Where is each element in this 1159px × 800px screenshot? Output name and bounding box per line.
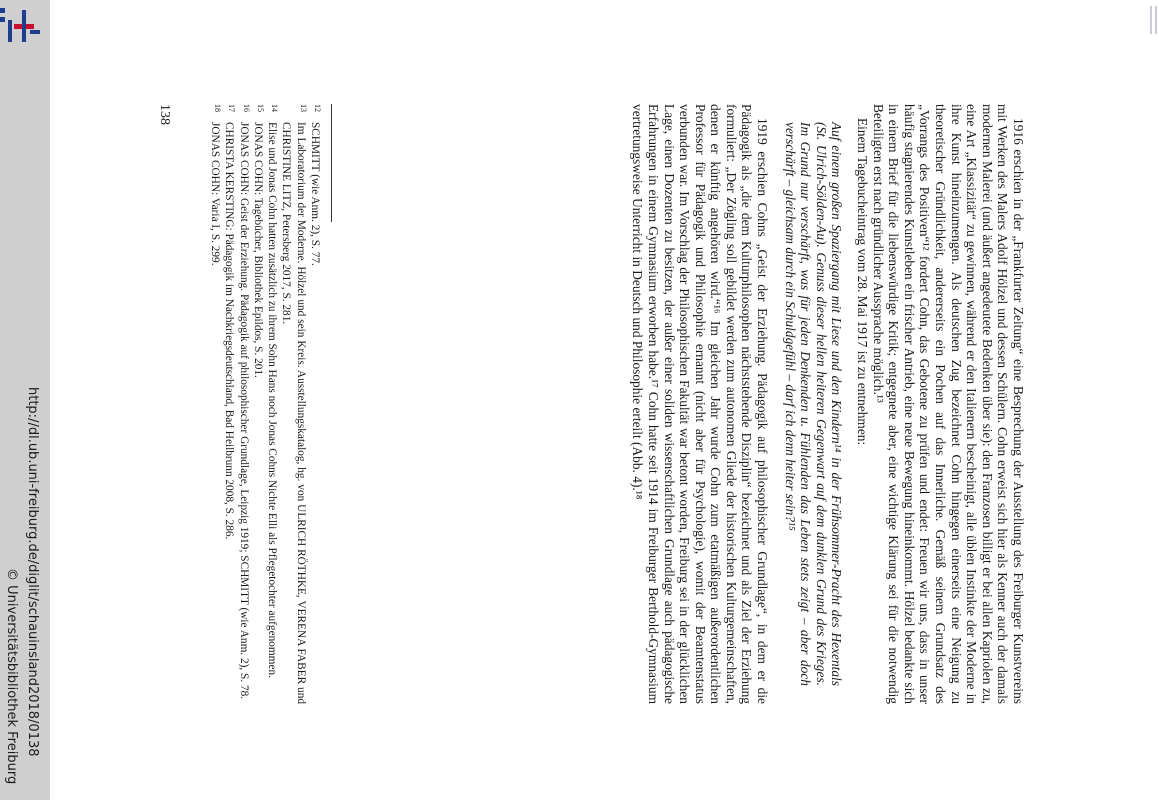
paragraph-1: 1916 erschien in der „Frankfurter Zeitung“ eine Besprechung der Ausstellung des Freiburger Kunstvereins mit Werken des Malers Adolf Hölzel und dessen Schülern. Cohn erweist sich hier als Kenner auch der damals modernen Malerei (und äußert angedeutete Bedenken über sie): den Franzosen billigt er bei allen Kapriolen zu, eine Art „Klassizität“ zu gewinnen, während er den Italienern bescheinigt, alle üblen Instinkte der Moderne in ihre Kunst hineinzumengen. Als deutschen Zug bezeichnet Cohn hingegen einerseits eine Neigung zu theoretischer Gründlichkeit, andererseits ein Pochen auf das Innerliche. Gemäß seinem Grundsatz des „Vorrangs des Positiven“¹² fordert Cohn, das Gebotene zu prüfen und endet: Freuen wir uns, dass in unser häufig stagnierendes Kunstleben ein frischer Antrieb, eine neue Bewegung hineinkommt. Hölzel bedankte sich in einem Brief für die liebenswürdige Kritik; entgegnete aber, eine wichtige Klärung sei für die notwendig Beteiligten erst nach gründlicher Aussprache möglich.¹³ (870, 104, 1026, 704)
footnote-divider (331, 104, 332, 222)
viewer-sidebar (0, 0, 50, 800)
rotated-document-page (82, 10, 1042, 790)
footnote-number: 14 (270, 104, 280, 112)
ub-freiburg-logo-icon[interactable] (0, 6, 44, 48)
body-text (630, 104, 1026, 704)
footnote-text: CHRISTA KERSTING: Pädagogik im Nachkriegsdeutschland, Bad Heilbrunn 2008, S. 286. (223, 122, 236, 540)
footnote-number: 12 (313, 104, 322, 112)
page-number: 138 (157, 104, 172, 125)
footnote-text: SCHMITT (wie Anm. 2), S. 77. (309, 122, 321, 266)
document-url[interactable]: http://dl.ub.uni-freiburg.de/diglit/schauinsland2018/0138 (25, 387, 40, 757)
footnote (265, 104, 279, 704)
footnote-number: 15 (255, 104, 265, 112)
footnote-text: JONAS COHN: Varia I, S. 299. (208, 122, 221, 266)
diary-quote: Auf einem großen Spaziergang mit Liese und den Kindern¹⁴ in der Frühsommer-Pracht des Hexentals (St. Ulrich-Sölden-Au). Genuss dieser hellen heiteren Gegenwart auf dem dunklen Grund des Krieges. Im Grund nur verschärft, was für jeden Denkenden u. Fühlenden das Leben stets zeigt – aber doch verschärft – gleichsam durch ein Schuldgefühl – darf ich denn heiter sein?¹⁵ (782, 122, 845, 686)
footnote (208, 104, 222, 704)
footnote-number: 13 (298, 104, 308, 112)
footnote-text: Im Laboratorium der Moderne. Hölzel und sein Kreis. Ausstellungskatalog, hg. von ULRICH RÖTHKE, VERENA FABER und CHRISTINE LITZ, Petersberg 2017, S. 281. (280, 122, 307, 704)
footnotes (208, 104, 322, 704)
scrollbar-handle[interactable] (1150, 6, 1157, 34)
footnote-number: 17 (227, 104, 237, 112)
footnote-number: 18 (212, 104, 222, 112)
footnote (251, 104, 265, 704)
footnote (236, 104, 250, 704)
footnote-text: Elise und Jonas Cohn hatten zusätzlich zu ihrem Sohn Hans noch Jonas Cohns Nichte Elli als Pflegetochter aufgenommen. (266, 122, 279, 678)
footnote-number: 16 (241, 104, 251, 112)
footnote-text: JONAS COHN: Geist der Erziehung. Pädagogik auf philosophischer Grundlage, Leipzig 1919; SCHMITT (wie Anm. 2), S. 78. (237, 122, 250, 700)
copyright-notice: © Universitätsbibliothek Freiburg (4, 568, 19, 785)
footnote (222, 104, 236, 704)
paragraph-2: Einem Tagebucheintrag vom 28. Mai 1917 ist zu entnehmen: (855, 118, 871, 446)
paragraph-3: 1919 erschien Cohns „Geist der Erziehung. Pädagogik auf philosophischer Grundlage“, in dem er die Pädagogik als „die dem Kulturphilosophen nächststehende Disziplin“ bezeichnet und als Ziel der Erziehung formuliert: „Der Zögling soll gebildet werden zum autonomen Gliede der historischen Kulturgemeinschaften, denen er künftig angehören wird.“¹⁶ Im gleichen Jahr wurde Cohn zum etatmäßigen außerordentlichen Professor für Pädagogik und Philosophie ernannt (nicht aber für Psychologie), womit der Beamtenstatus verbunden war. Im Vorschlag der Philosophischen Fakultät war betont worden, Freiburg sei in der glücklichen Lage, einen Dozenten zu besitzen, der außer einer soliden wissenschaftlichen Grundlage auch pädagogische Erfahrungen in einem Gymnasium erworben habe.¹⁷ Cohn hatte seit 1914 im Freiburger Berthold-Gymnasium vertretungsweise Unterricht in Deutsch und Philosophie erteilt (Abb. 4).¹⁸ (630, 104, 771, 704)
footnote (308, 104, 322, 704)
page-content (82, 10, 1042, 790)
footnote (279, 104, 308, 704)
footnote-text: JONAS COHN: Tagebücher, Bibliothek Epildos, S. 201. (251, 122, 264, 378)
